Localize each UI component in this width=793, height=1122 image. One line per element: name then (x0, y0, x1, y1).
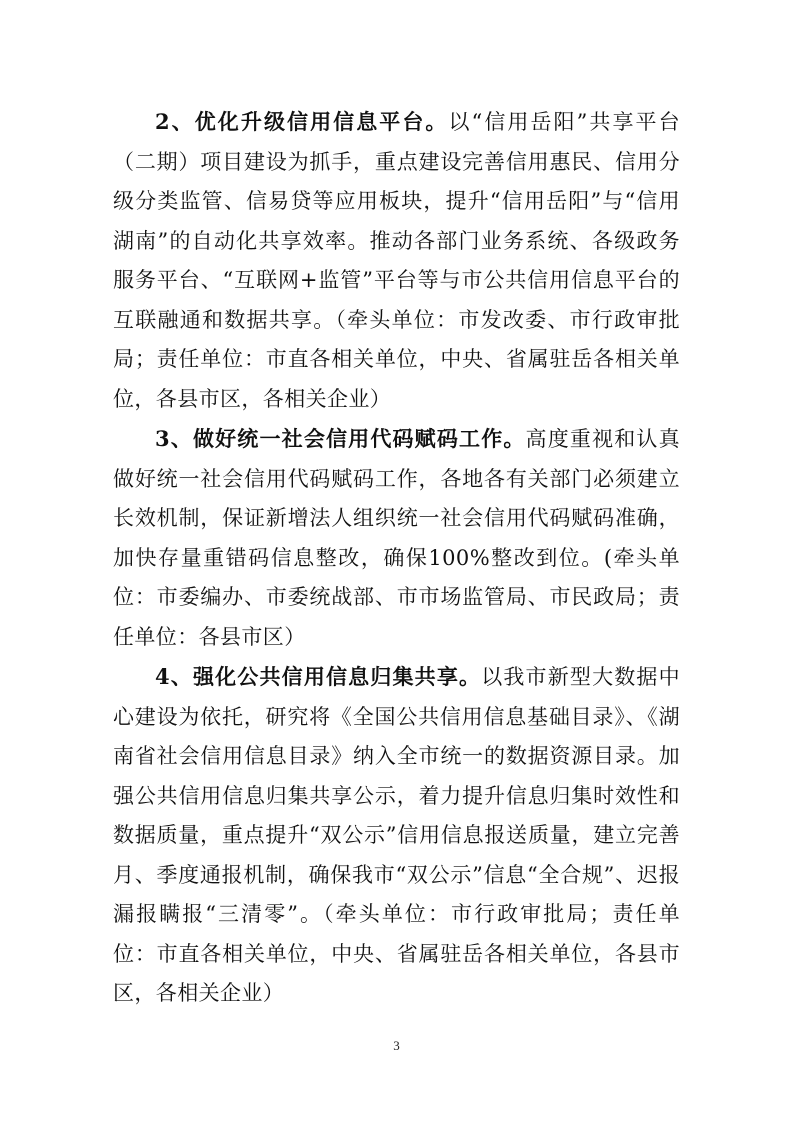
section-4-heading: 4、强化公共信用信息归集共享。 (155, 664, 482, 689)
section-2-heading: 2、优化升级信用信息平台。 (155, 109, 449, 134)
section-2-body: 以“信用岳阳”共享平台（二期）项目建设为抓手，重点建设完善信用惠民、信用分级分类监管、信易贷等应用板块，提升“信用岳阳”与“信用湖南”的自动化共享效率。推动各部门业务系统、各级政务服务平台、“互联网+监管”平台等与市公共信用信息平台的互联融通和数据共享。（牵头单位：市发改委、市行政审批局；责任单位：市直各相关单位，中央、省属驻岳各相关单位，各县市区，各相关企业） (113, 110, 680, 411)
section-4 (113, 657, 680, 1014)
document-body (113, 102, 680, 1014)
page-number: 3 (393, 1038, 400, 1053)
section-3-heading: 3、做好统一社会信用代码赋码工作。 (155, 426, 526, 451)
section-2 (113, 102, 680, 419)
section-4-body: 以我市新型大数据中心建设为依托，研究将《全国公共信用信息基础目录》、《湖南省社会信用信息目录》纳入全市统一的数据资源目录。加强公共信用信息归集共享公示，着力提升信息归集时效性和数据质量，重点提升“双公示”信用信息报送质量，建立完善月、季度通报机制，确保我市“双公示”信息“全合规”、迟报漏报瞒报“三清零”。（牵头单位：市行政审批局；责任单位：市直各相关单位，中央、省属驻岳各相关单位，各县市区，各相关企业） (113, 665, 680, 1005)
section-3-body: 高度重视和认真做好统一社会信用代码赋码工作，各地各有关部门必须建立长效机制，保证新增法人组织统一社会信用代码赋码准确，加快存量重错码信息整改，确保100%整改到位。(牵头单位：市委编办、市委统战部、市市场监管局、市民政局；责任单位：各县市区） (113, 427, 680, 649)
section-3 (113, 419, 680, 657)
